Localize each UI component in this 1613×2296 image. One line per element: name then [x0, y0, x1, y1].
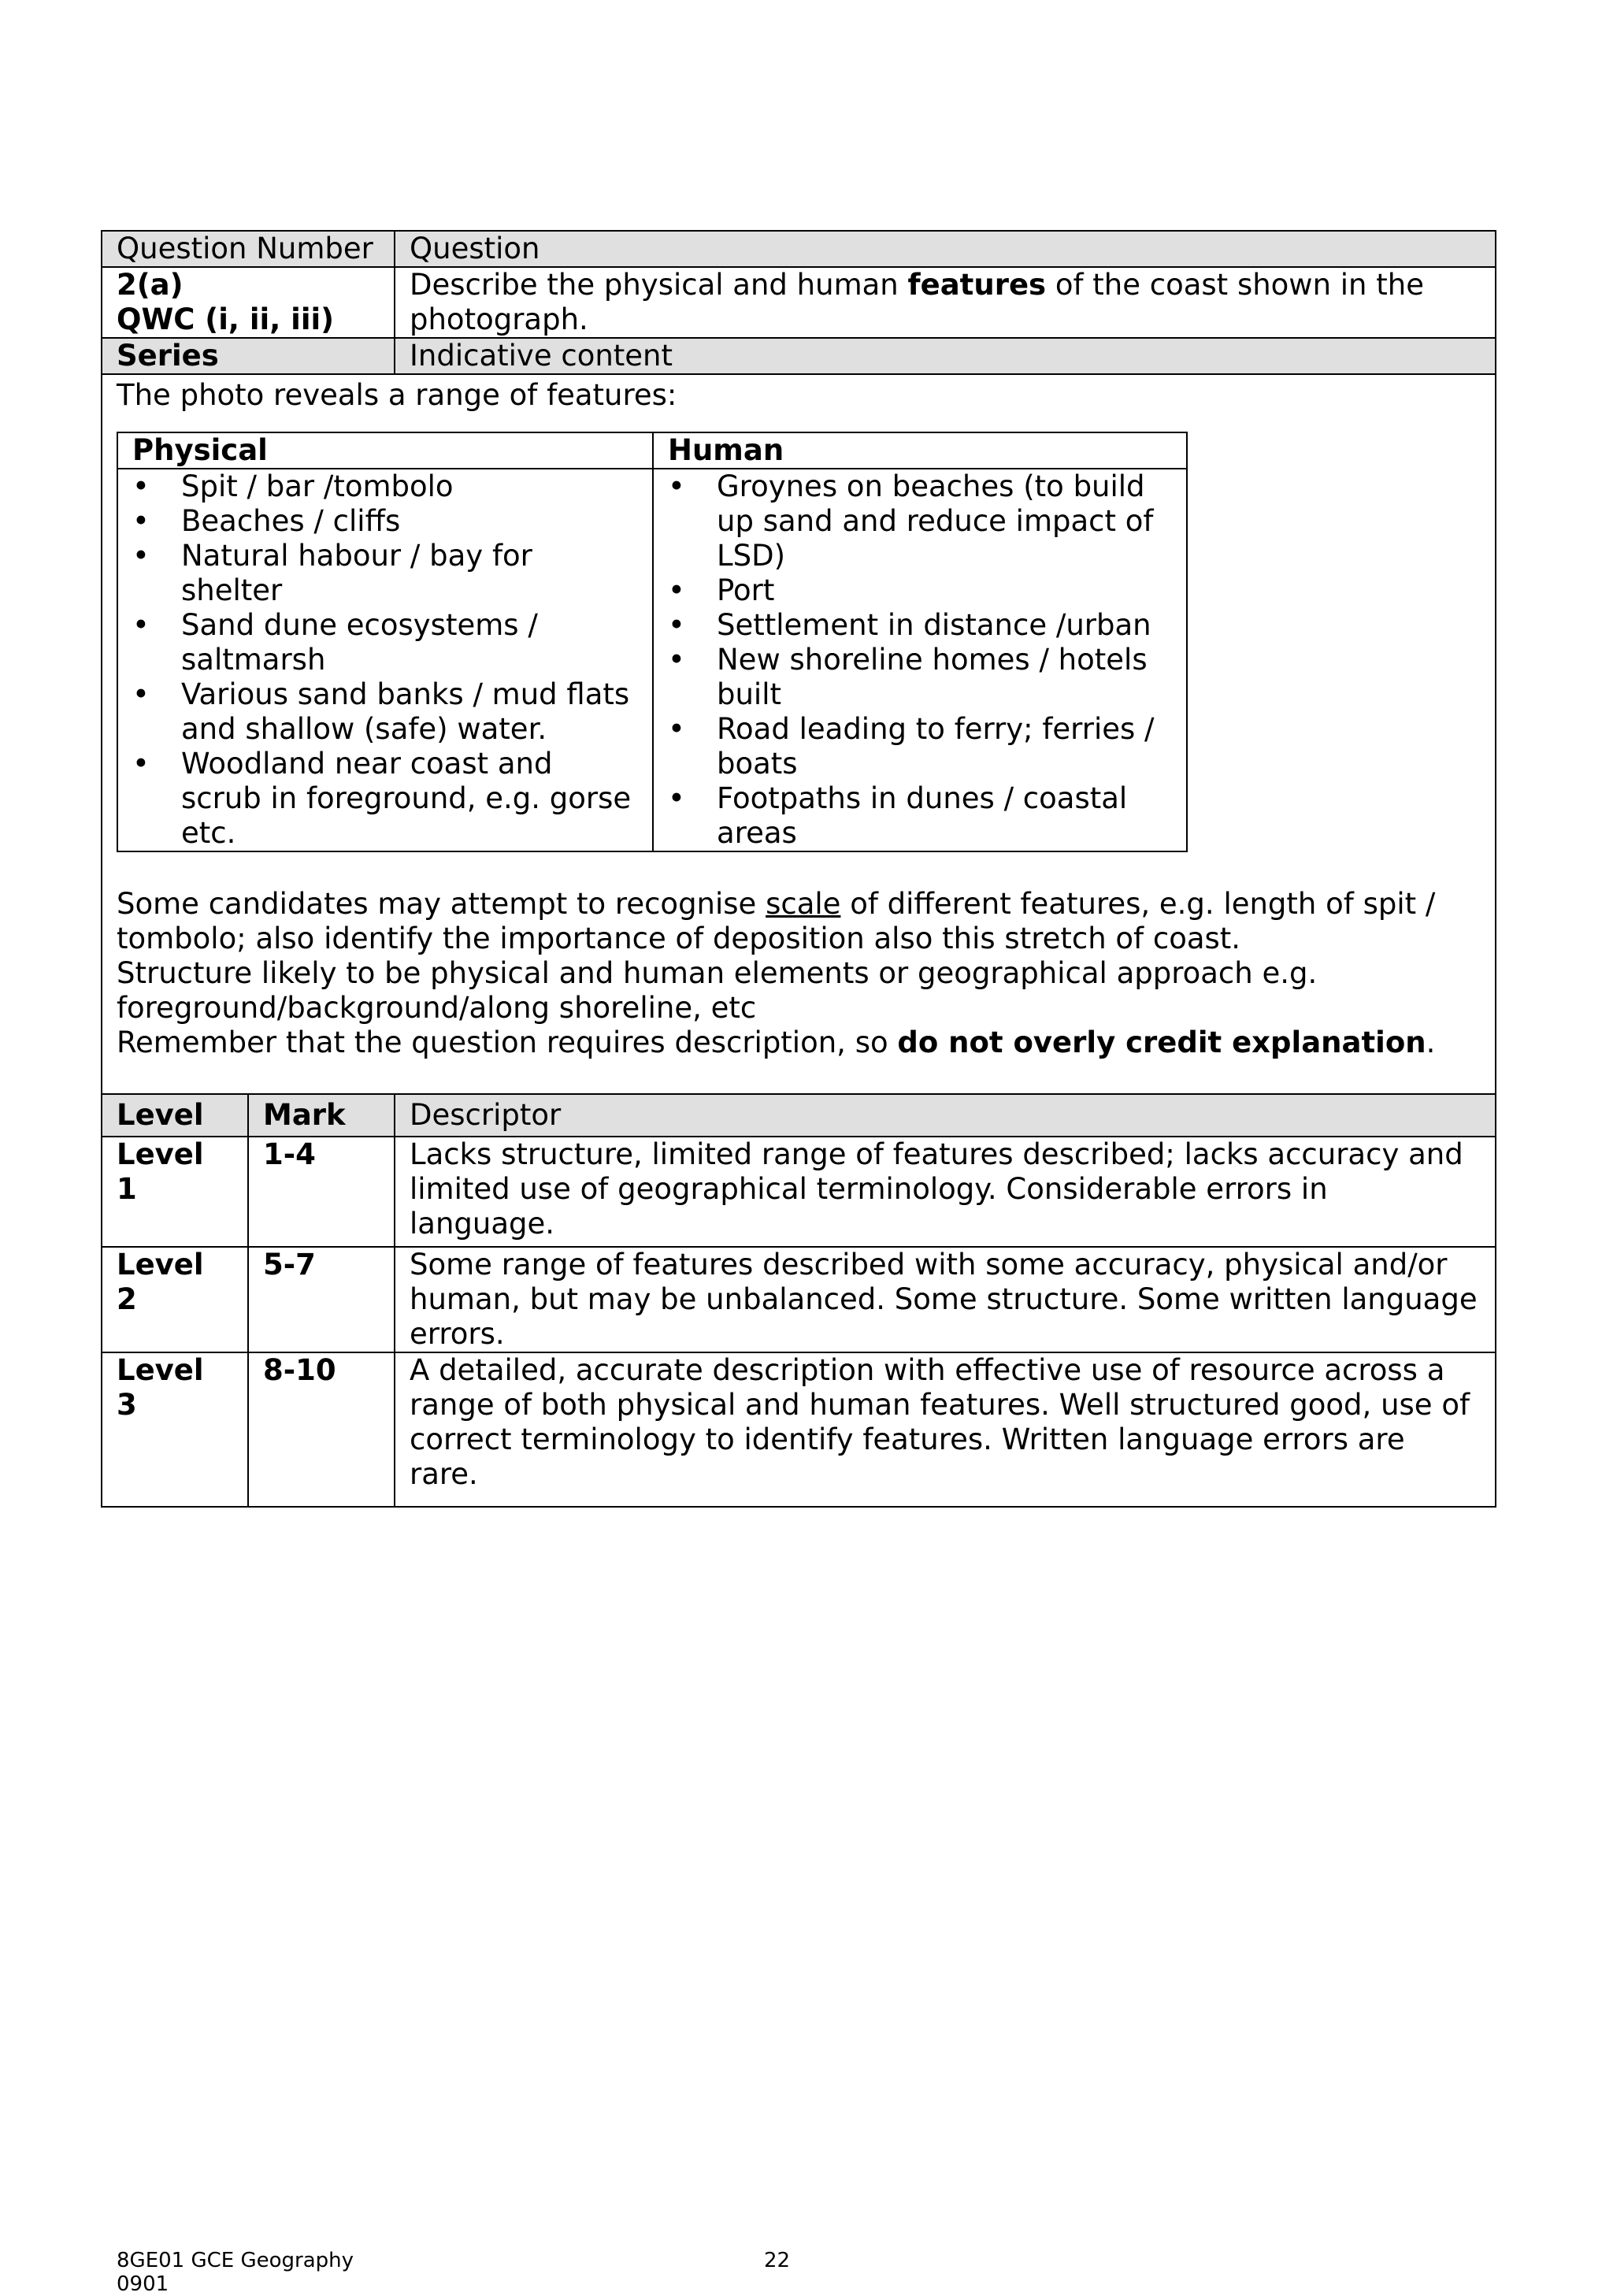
mark-scheme-document — [101, 230, 1496, 1508]
footer-course-title: 8GE01 GCE Geography — [117, 2249, 354, 2272]
human-list — [668, 469, 1172, 851]
features-table — [117, 432, 1188, 852]
list-item: • Various sand banks / mud flats and shallow (safe) water. — [181, 677, 638, 747]
level-descriptor: Some range of features described with some accuracy, physical and/or human, but may be unbalanced. Some structure. Some written language errors. — [395, 1247, 1496, 1352]
qwc-label: QWC (i, ii, iii) — [117, 302, 335, 336]
mark-range: 5-7 — [248, 1247, 395, 1352]
question-header-row — [102, 231, 1496, 267]
question-row — [102, 267, 1496, 338]
table-row — [102, 1352, 1496, 1507]
list-item: • Footpaths in dunes / coastal areas — [717, 781, 1172, 851]
question-text-part: of the coast shown in the photograph. — [410, 268, 1424, 336]
note-text: Remember that the question requires description, so — [117, 1026, 898, 1059]
levels-header-row — [102, 1094, 1496, 1137]
list-item: • Road leading to ferry; ferries / boats — [717, 712, 1172, 781]
mark-header: Mark — [248, 1094, 395, 1137]
note-underlined: scale — [766, 887, 841, 921]
note-text: of different features, e.g. length of spit / tombolo; also identify the importance of deposition also this stretch of coast. — [117, 887, 1436, 955]
mark-range: 1-4 — [248, 1137, 395, 1247]
intro-text: The photo reveals a range of features: — [117, 378, 677, 412]
note-bold: do not overly credit explanation — [897, 1026, 1426, 1059]
note-structure: Structure likely to be physical and human elements or geographical approach e.g. foreground/background/along shoreline, etc — [117, 956, 1318, 1025]
list-item: • Spit / bar /tombolo — [181, 469, 638, 504]
list-item: • Beaches / cliffs — [181, 504, 638, 539]
question-text-bold: features — [907, 268, 1047, 302]
question-text — [395, 267, 1496, 338]
question-number-cell — [102, 267, 395, 338]
indicative-content-label: Indicative content — [395, 338, 1496, 374]
note-text: . — [1426, 1026, 1436, 1059]
level-label: Level 3 — [102, 1352, 248, 1507]
note-scale — [117, 887, 1481, 956]
footer-series-code: 0901 — [117, 2272, 169, 2296]
physical-features — [117, 469, 653, 851]
indicative-content-row — [102, 374, 1496, 1094]
physical-header: Physical — [117, 432, 653, 469]
note-text: Some candidates may attempt to recognise — [117, 887, 766, 921]
list-item: • Settlement in distance /urban — [717, 608, 1172, 643]
list-item: • Woodland near coast and scrub in foreground, e.g. gorse etc. — [181, 747, 638, 851]
footer-course — [117, 2249, 354, 2296]
human-features — [653, 469, 1187, 851]
descriptor-header: Descriptor — [395, 1094, 1496, 1137]
level-header: Level — [102, 1094, 248, 1137]
list-item: • Natural habour / bay for shelter — [181, 539, 638, 608]
mark-range: 8-10 — [248, 1352, 395, 1507]
level-descriptor: Lacks structure, limited range of features described; lacks accuracy and limited use of geographical terminology. Considerable errors in language. — [395, 1137, 1496, 1247]
series-label: Series — [102, 338, 395, 374]
table-row — [102, 1247, 1496, 1352]
question-table — [101, 230, 1496, 1095]
question-header: Question — [395, 231, 1496, 267]
table-row — [102, 1137, 1496, 1247]
list-item: • Groynes on beaches (to build up sand and reduce impact of LSD) — [717, 469, 1172, 573]
list-item: • Port — [717, 573, 1172, 608]
levels-table — [101, 1093, 1496, 1508]
page-number: 22 — [764, 2249, 791, 2272]
note-remember — [117, 1026, 1481, 1060]
level-label: Level 2 — [102, 1247, 248, 1352]
level-label: Level 1 — [102, 1137, 248, 1247]
physical-list — [132, 469, 638, 851]
level-descriptor: A detailed, accurate description with effective use of resource across a range of both physical and human features. Well structured good, use of correct terminology to identify features. Written language errors are rare. — [395, 1352, 1496, 1507]
series-row — [102, 338, 1496, 374]
question-text-part: Describe the physical and human — [410, 268, 908, 302]
indicative-content — [102, 374, 1496, 1094]
list-item: • Sand dune ecosystems / saltmarsh — [181, 608, 638, 677]
question-number: 2(a) — [117, 268, 184, 302]
question-number-header: Question Number — [102, 231, 395, 267]
list-item: • New shoreline homes / hotels built — [717, 643, 1172, 712]
human-header: Human — [653, 432, 1187, 469]
